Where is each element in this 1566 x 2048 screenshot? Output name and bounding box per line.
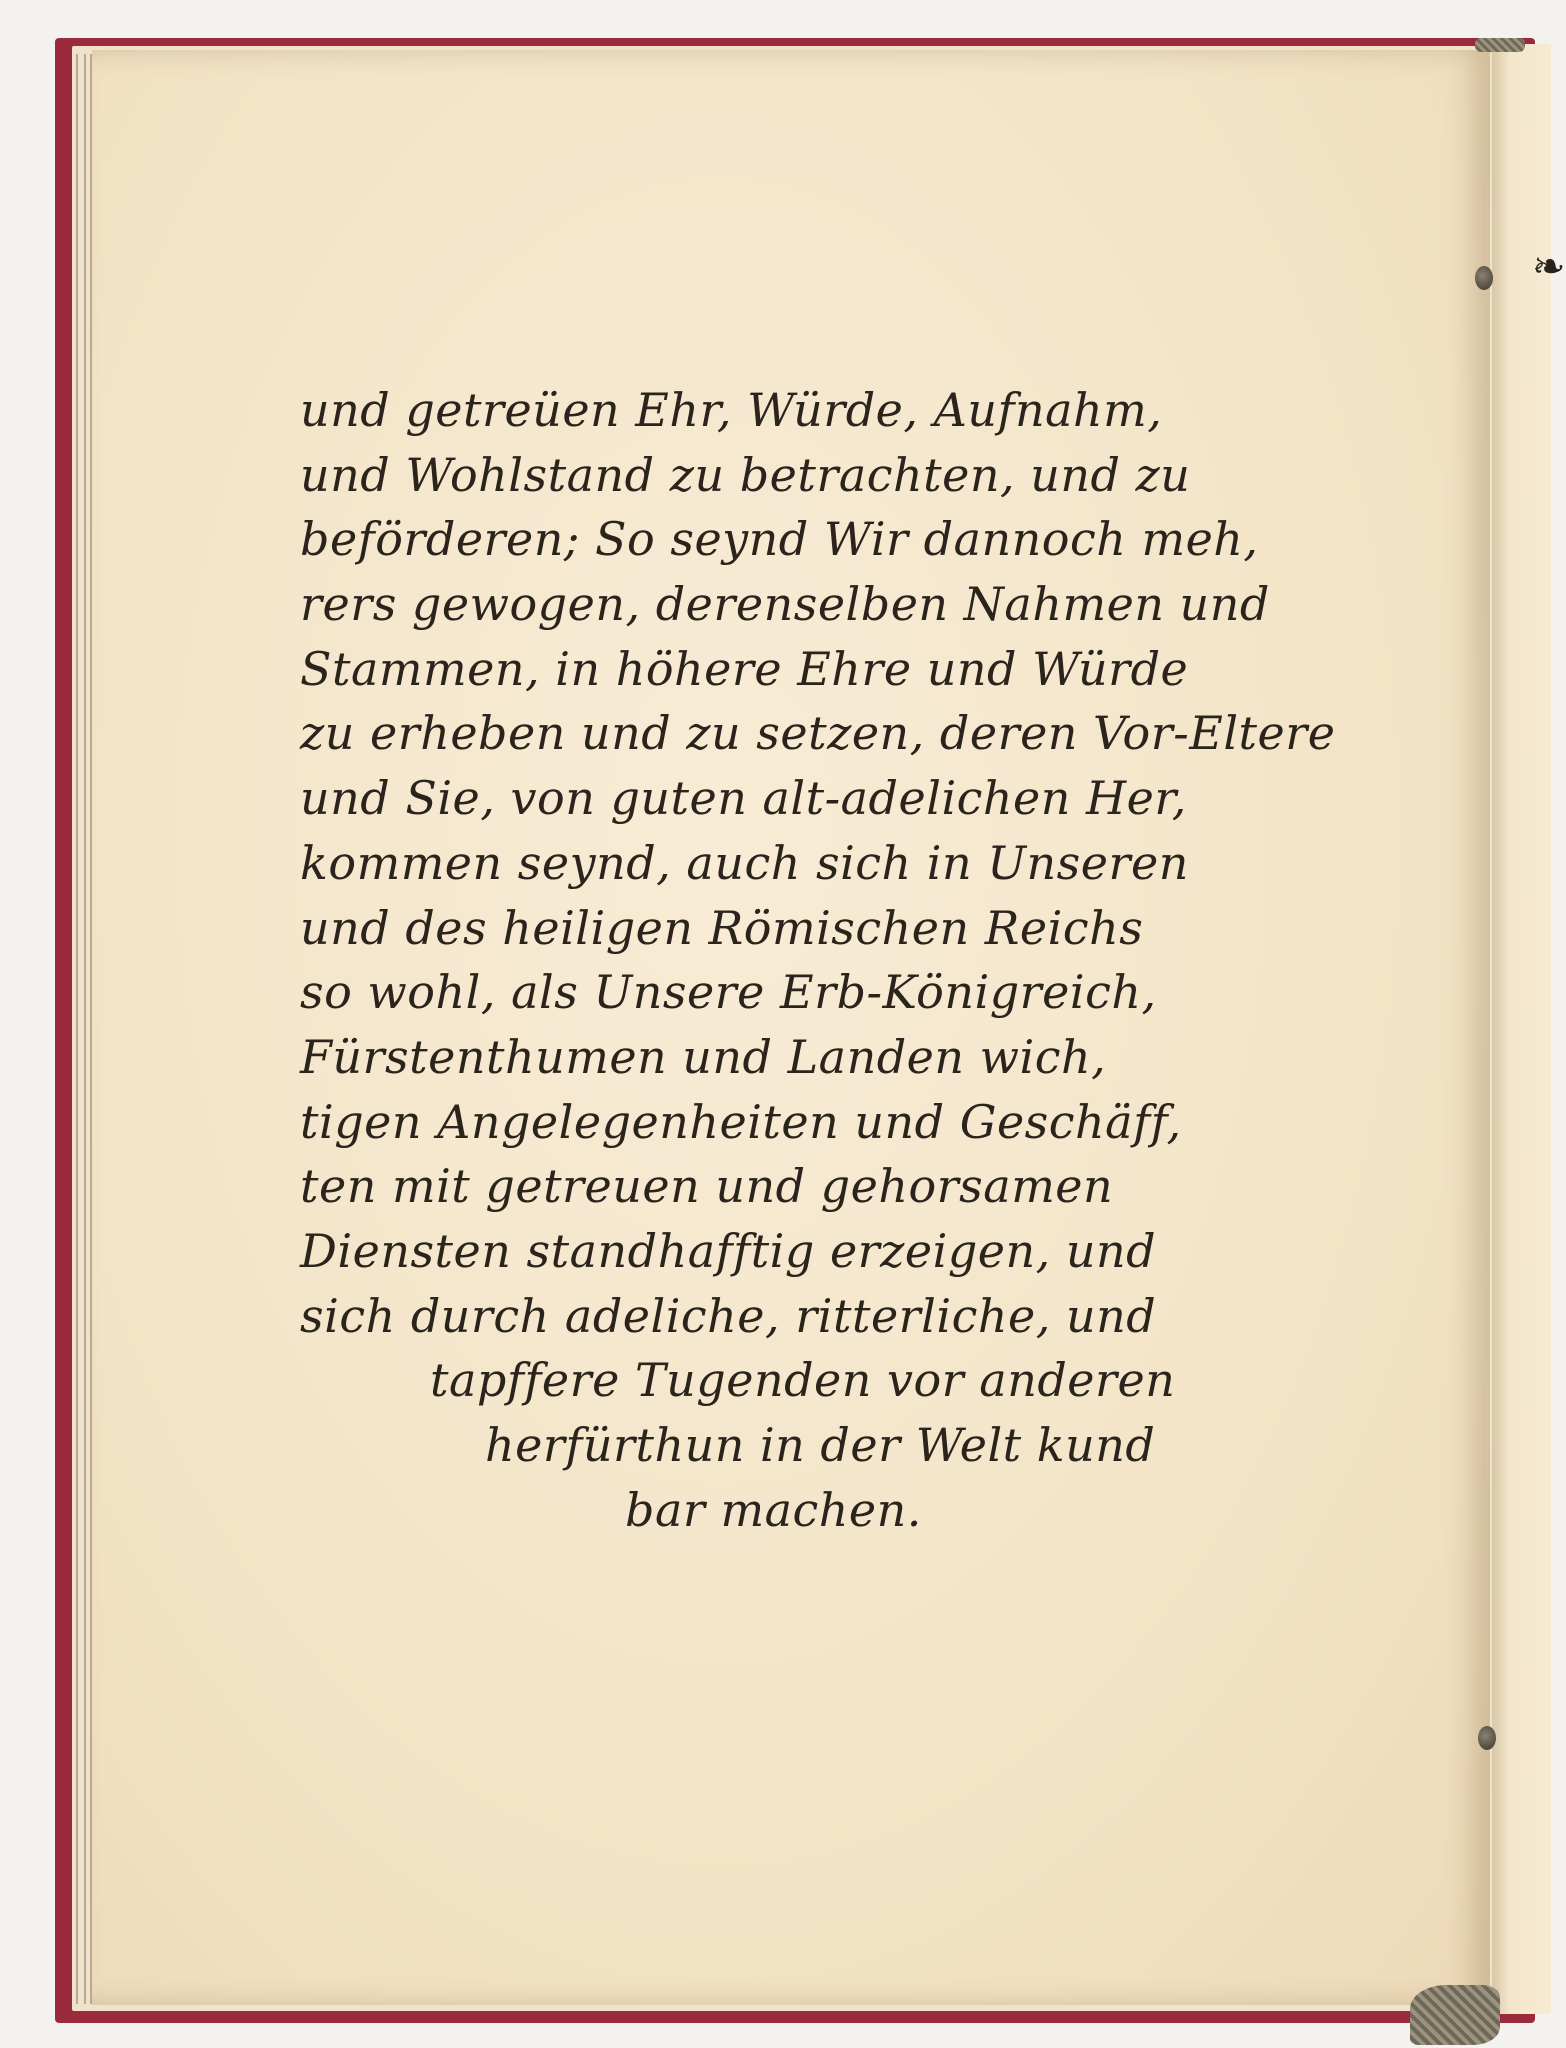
text-line: tapffere Tugenden vor anderen — [430, 1353, 1176, 1408]
text-line: rers gewogen, derenselben Nahmen und — [300, 577, 1270, 632]
text-line: bar machen. — [625, 1482, 922, 1537]
text-line: zu erheben und zu setzen, deren Vor-Eltere — [300, 706, 1336, 761]
text-line: sich durch adeliche, ritterliche, und — [300, 1288, 1157, 1343]
text-line: so wohl, als Unsere Erb-Königreich, — [300, 965, 1157, 1020]
page-edge-line — [84, 54, 86, 2004]
text-line: Diensten standhafftig erzeigen, und — [300, 1223, 1157, 1278]
text-line: und getreüen Ehr, Würde, Aufnahm, — [300, 383, 1163, 437]
text-line: kommen seynd, auch sich in Unseren — [300, 835, 1189, 890]
binding-thread-knot — [1475, 266, 1493, 290]
manuscript-text-block — [300, 378, 1336, 1542]
text-line: herfürthun in der Welt kund — [485, 1418, 1156, 1472]
text-line: und Wohlstand zu betrachten, und zu — [300, 447, 1191, 502]
text-line: und des heiligen Römischen Reichs — [300, 900, 1144, 955]
facing-page-initial-fragment: ❧ — [1532, 244, 1566, 290]
text-line: Fürstenthumen und Landen wich, — [300, 1029, 1107, 1084]
binding-thread-knot — [1478, 1726, 1496, 1750]
text-line: Stammen, in höhere Ehre und Würde — [300, 641, 1189, 696]
binding-cord-top — [1475, 38, 1525, 52]
page-edge-line — [76, 54, 78, 2004]
facing-page-edge — [1492, 44, 1566, 2014]
binding-cord-bottom — [1410, 1985, 1500, 2045]
text-line: beförderen; So seynd Wir dannoch meh, — [300, 512, 1259, 567]
text-line: tigen Angelegenheiten und Geschäff, — [300, 1094, 1182, 1149]
text-line: und Sie, von guten alt-adelichen Her, — [300, 771, 1187, 826]
text-line: ten mit getreuen und gehorsamen — [300, 1159, 1114, 1214]
